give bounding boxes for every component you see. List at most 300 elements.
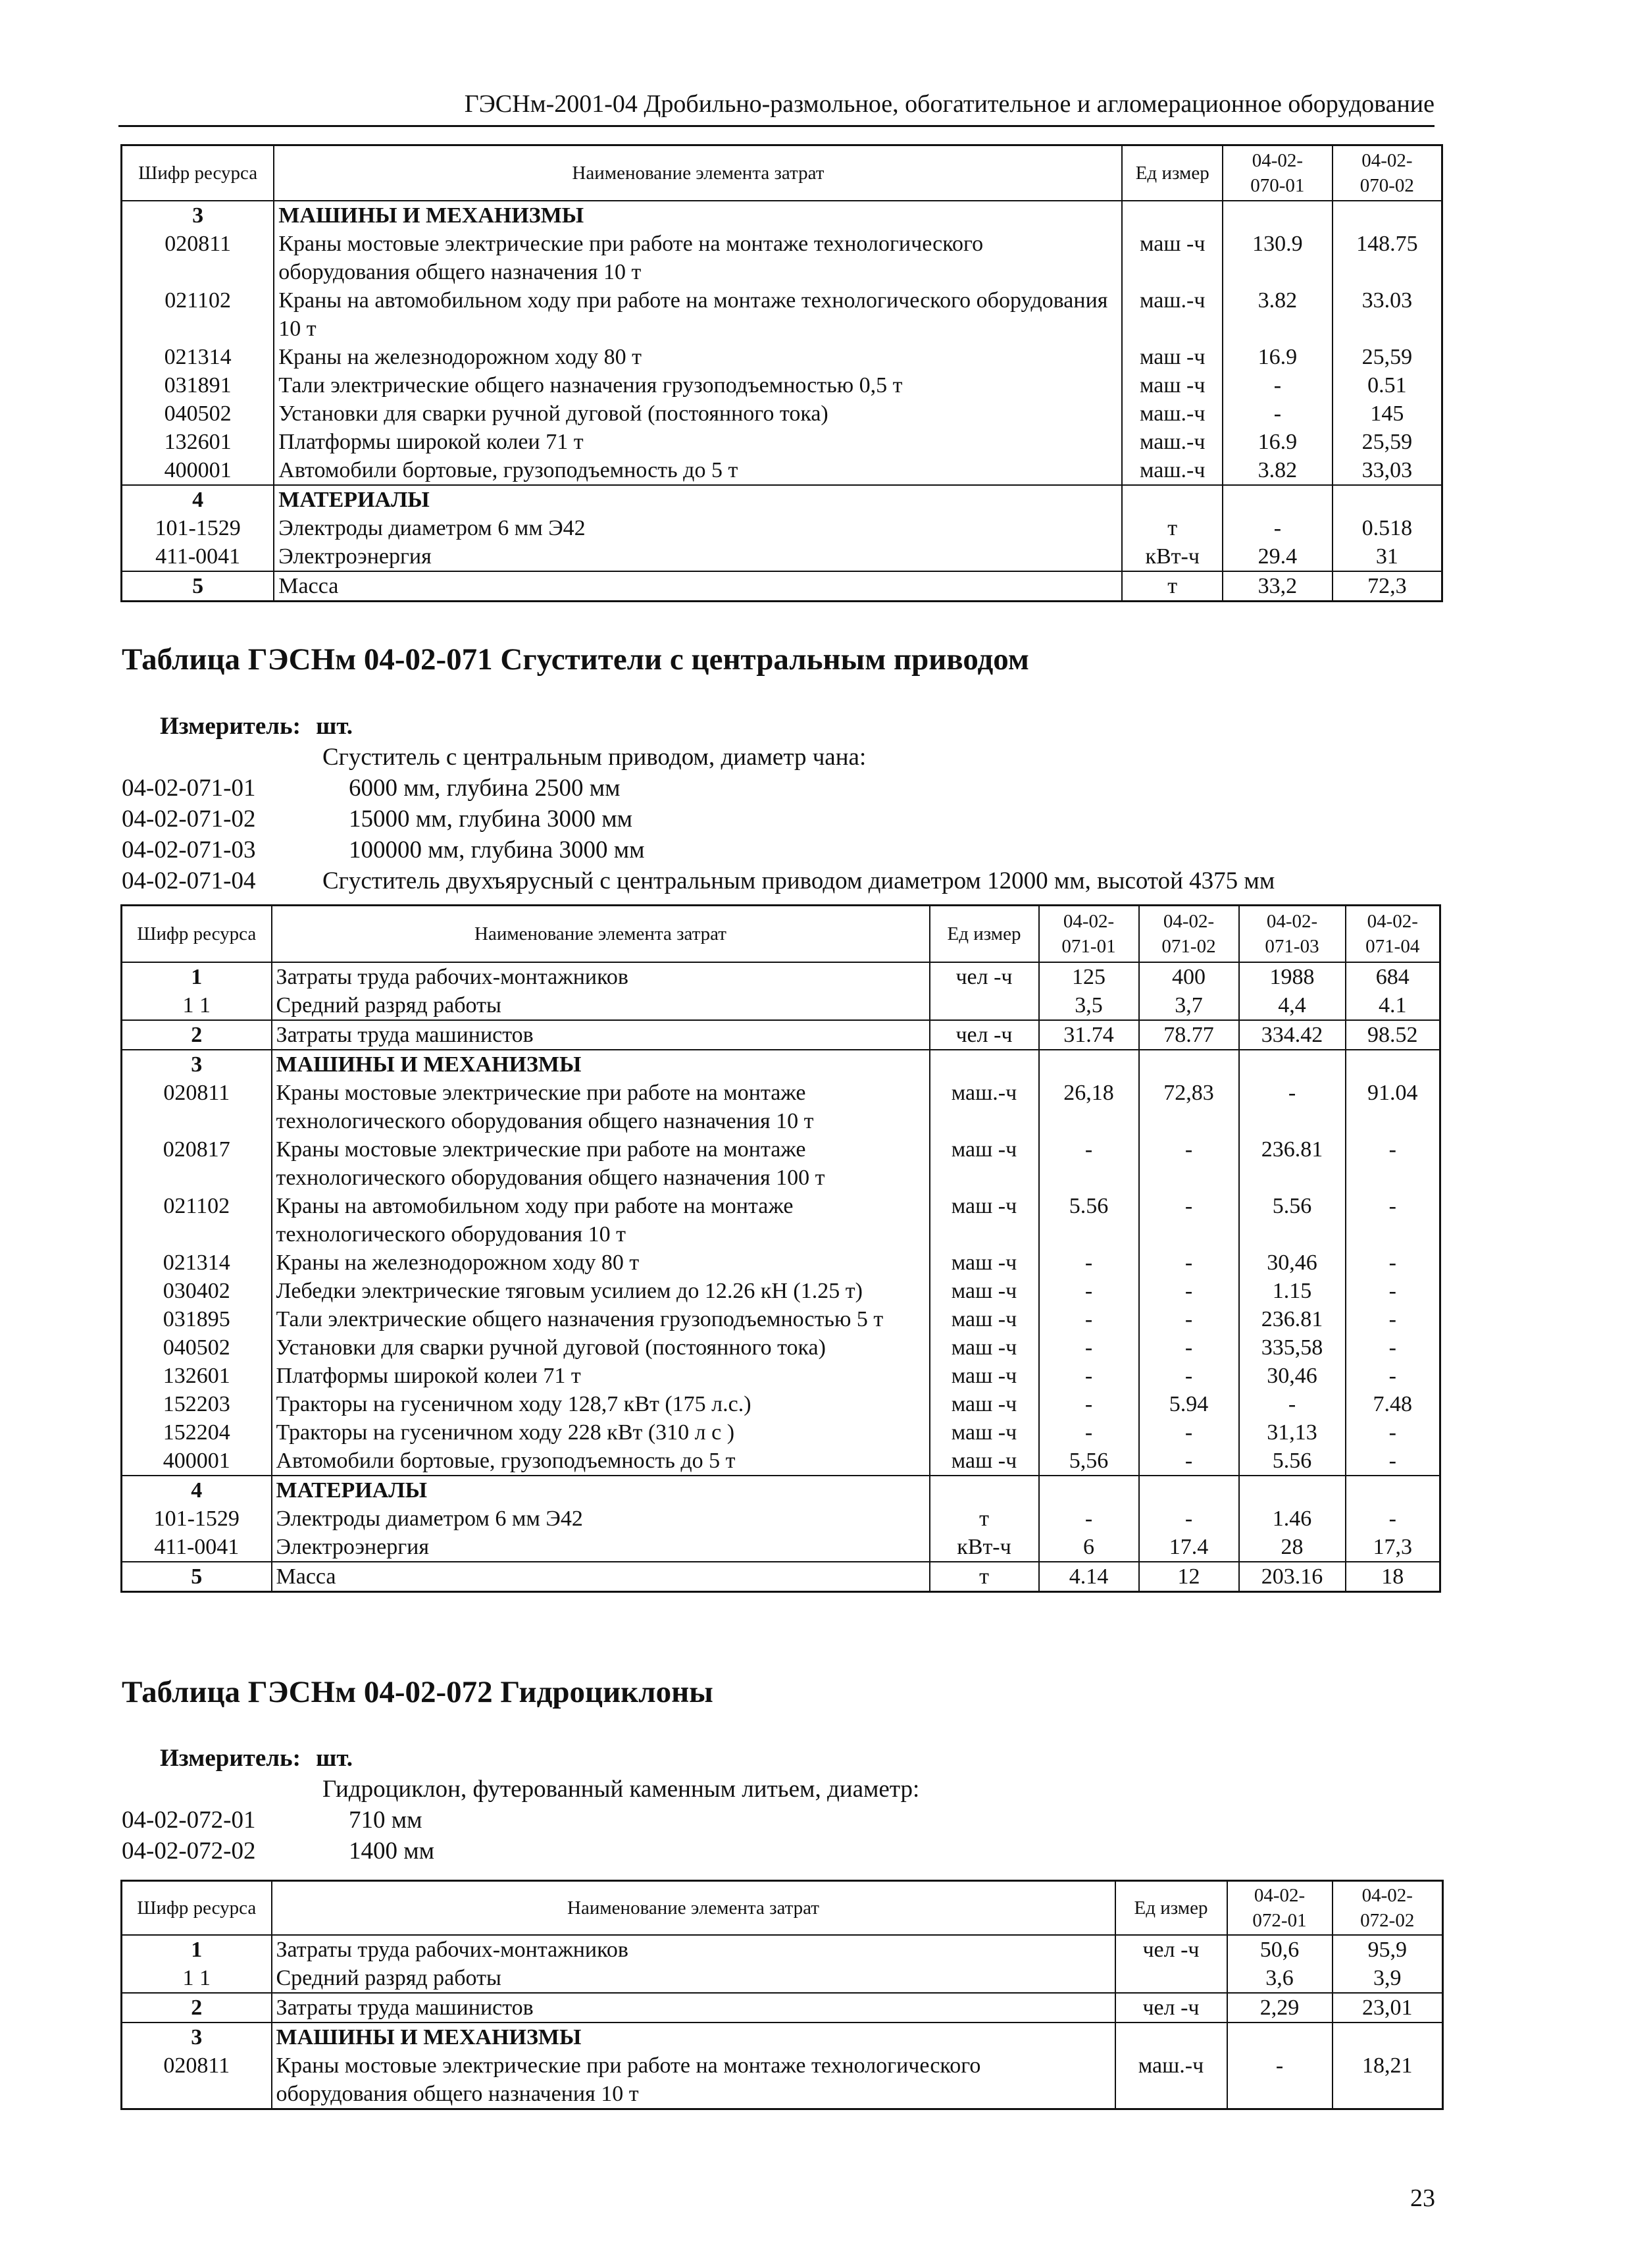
table-row	[122, 1935, 1443, 1964]
norm-value: -	[1346, 1277, 1440, 1305]
norm-value: 1.46	[1239, 1505, 1346, 1533]
unit-of-measure: маш.-ч	[1122, 428, 1223, 456]
table-row	[122, 542, 1442, 571]
unit-of-measure: маш -ч	[930, 1305, 1039, 1333]
unit-of-measure	[1115, 1964, 1227, 1993]
norm-value: 236.81	[1239, 1135, 1346, 1192]
norm-value	[1039, 1050, 1139, 1079]
table-row	[122, 485, 1442, 514]
norm-value	[1239, 1050, 1346, 1079]
table-row	[122, 1305, 1440, 1333]
resource-code: 152203	[122, 1390, 272, 1418]
table-row	[122, 2023, 1443, 2051]
table-row	[122, 1277, 1440, 1305]
column-header: 04-02- 071-04	[1346, 906, 1440, 962]
norm-value: 3,5	[1039, 991, 1139, 1020]
table-row	[122, 1020, 1440, 1050]
unit-of-measure: чел -ч	[930, 1020, 1039, 1050]
norm-value: -	[1039, 1277, 1139, 1305]
norm-value	[1139, 1476, 1239, 1505]
unit-of-measure	[930, 991, 1039, 1020]
norm-value: 29.4	[1223, 542, 1333, 571]
unit-of-measure: маш.-ч	[1122, 286, 1223, 343]
resource-code: 3	[122, 1050, 272, 1079]
norm-value: -	[1039, 1249, 1139, 1277]
norm-value: -	[1346, 1192, 1440, 1249]
table-row	[122, 962, 1440, 991]
norm-value: 5,56	[1039, 1447, 1139, 1476]
norm-value: 4.1	[1346, 991, 1440, 1020]
table-row	[122, 428, 1442, 456]
item-list-072	[0, 1805, 1626, 1870]
norm-value: -	[1346, 1418, 1440, 1447]
norm-value: 5.56	[1239, 1447, 1346, 1476]
unit-of-measure: маш -ч	[930, 1418, 1039, 1447]
measure-label: Измеритель:	[160, 1745, 301, 1772]
table-row	[122, 991, 1440, 1020]
table-row	[122, 514, 1442, 542]
unit-of-measure: маш.-ч	[930, 1079, 1039, 1135]
column-header: Ед измер	[1122, 145, 1223, 201]
resource-code: 021102	[122, 1192, 272, 1249]
unit-of-measure: маш -ч	[1122, 343, 1223, 371]
item-text: Сгуститель двухъярусный с центральным приводом диаметром 12000 мм, высотой 4375 мм	[322, 867, 1275, 894]
item-list-071	[0, 773, 1626, 904]
norm-value: 684	[1346, 962, 1440, 991]
table-row	[122, 1447, 1440, 1476]
norm-value: 334.42	[1239, 1020, 1346, 1050]
table-row	[122, 1390, 1440, 1418]
measure-072	[160, 1743, 353, 1774]
resource-code: 4	[122, 485, 274, 514]
norm-value: 25,59	[1333, 428, 1442, 456]
norm-value: -	[1346, 1333, 1440, 1362]
cost-element-name: Тали электрические общего назначения грузоподъемностью 0,5 т	[274, 371, 1122, 399]
norm-value: 1.15	[1239, 1277, 1346, 1305]
table-row	[122, 1249, 1440, 1277]
norm-value: 33,03	[1333, 456, 1442, 485]
unit-of-measure	[930, 1050, 1039, 1079]
norm-value: -	[1239, 1079, 1346, 1135]
unit-of-measure: чел -ч	[930, 962, 1039, 991]
page-header: ГЭСНм-2001-04 Дробильно-размольное, обогатительное и агломерационное оборудование	[118, 90, 1435, 127]
norm-value: 1988	[1239, 962, 1346, 991]
measure-value: шт.	[316, 713, 353, 740]
norm-value	[1223, 201, 1333, 230]
cost-element-name: Электроэнергия	[274, 542, 1122, 571]
table-row	[122, 1079, 1440, 1135]
resource-code: 021314	[122, 343, 274, 371]
norm-value: -	[1139, 1305, 1239, 1333]
cost-element-name: МАТЕРИАЛЫ	[274, 485, 1122, 514]
norm-value: 3.82	[1223, 456, 1333, 485]
norm-value: 16.9	[1223, 343, 1333, 371]
norm-value	[1333, 201, 1442, 230]
resource-code: 020811	[122, 1079, 272, 1135]
norm-value: 25,59	[1333, 343, 1442, 371]
resource-code: 2	[122, 1020, 272, 1050]
norm-value: -	[1239, 1390, 1346, 1418]
cost-element-name: Масса	[274, 571, 1122, 602]
unit-of-measure: кВт-ч	[1122, 542, 1223, 571]
norm-value: 125	[1039, 962, 1139, 991]
norm-value	[1239, 1476, 1346, 1505]
norm-value: -	[1139, 1192, 1239, 1249]
cost-element-name: Затраты труда машинистов	[272, 1993, 1115, 2023]
cost-element-name: Установки для сварки ручной дуговой (постоянного тока)	[272, 1333, 930, 1362]
item-text: 710 мм	[349, 1807, 422, 1834]
cost-element-name: Автомобили бортовые, грузоподъемность до 5 т	[272, 1447, 930, 1476]
unit-of-measure: маш.-ч	[1115, 2051, 1227, 2109]
unit-of-measure	[1122, 201, 1223, 230]
norm-value: -	[1139, 1447, 1239, 1476]
resource-code: 400001	[122, 456, 274, 485]
cost-element-name: Электроэнергия	[272, 1533, 930, 1562]
cost-element-name: Платформы широкой колеи 71 т	[274, 428, 1122, 456]
page-number: 23	[1410, 2184, 1435, 2212]
cost-element-name: Затраты труда рабочих-монтажников	[272, 962, 930, 991]
unit-of-measure: кВт-ч	[930, 1533, 1039, 1562]
resource-code: 1	[122, 1935, 272, 1964]
resource-code: 411-0041	[122, 542, 274, 571]
resource-code: 031891	[122, 371, 274, 399]
column-header: 04-02- 071-02	[1139, 906, 1239, 962]
norm-value: -	[1039, 1418, 1139, 1447]
measure-071	[160, 711, 353, 742]
item-code: 04-02-071-01	[122, 775, 256, 802]
resource-code: 152204	[122, 1418, 272, 1447]
unit-of-measure: чел -ч	[1115, 1993, 1227, 2023]
norm-value	[1346, 1050, 1440, 1079]
norm-value: -	[1039, 1362, 1139, 1390]
table-row	[122, 1362, 1440, 1390]
resource-code: 3	[122, 2023, 272, 2051]
norm-value: 31,13	[1239, 1418, 1346, 1447]
cost-element-name: Электроды диаметром 6 мм Э42	[272, 1505, 930, 1533]
norm-value: 33,2	[1223, 571, 1333, 602]
resource-code: 4	[122, 1476, 272, 1505]
unit-of-measure: маш -ч	[930, 1192, 1039, 1249]
table-row	[122, 343, 1442, 371]
table-row	[122, 1562, 1440, 1592]
unit-of-measure: т	[1122, 514, 1223, 542]
cost-element-name: Средний разряд работы	[272, 1964, 1115, 1993]
table-row	[122, 1135, 1440, 1192]
norm-value: 4,4	[1239, 991, 1346, 1020]
table-row	[122, 1418, 1440, 1447]
norm-value: 130.9	[1223, 230, 1333, 286]
norm-value: -	[1139, 1249, 1239, 1277]
table-row	[122, 399, 1442, 428]
item-text: 1400 мм	[349, 1838, 435, 1865]
cost-element-name: Краны на железнодорожном ходу 80 т	[272, 1249, 930, 1277]
table-row	[122, 1050, 1440, 1079]
item-code: 04-02-071-03	[122, 837, 256, 863]
cost-element-name: МАШИНЫ И МЕХАНИЗМЫ	[272, 1050, 930, 1079]
intro-071: Сгуститель с центральным приводом, диаметр чана:	[322, 744, 867, 771]
norm-value: -	[1223, 514, 1333, 542]
table-row	[122, 456, 1442, 485]
resource-code: 021102	[122, 286, 274, 343]
column-header: 04-02- 070-01	[1223, 145, 1333, 201]
column-header: Ед измер	[1115, 1881, 1227, 1935]
cost-element-name: Затраты труда машинистов	[272, 1020, 930, 1050]
norm-value: 78.77	[1139, 1020, 1239, 1050]
norm-value: -	[1139, 1277, 1239, 1305]
resource-code: 1	[122, 962, 272, 991]
norm-value: -	[1039, 1505, 1139, 1533]
resource-code: 400001	[122, 1447, 272, 1476]
norm-value: -	[1346, 1135, 1440, 1192]
item-code: 04-02-072-02	[122, 1838, 256, 1865]
table-row	[122, 1993, 1443, 2023]
norm-value: -	[1139, 1333, 1239, 1362]
cost-element-name: Лебедки электрические тяговым усилием до 12.26 кН (1.25 т)	[272, 1277, 930, 1305]
unit-of-measure: маш -ч	[930, 1362, 1039, 1390]
norm-value: -	[1139, 1418, 1239, 1447]
cost-element-name: Краны на железнодорожном ходу 80 т	[274, 343, 1122, 371]
norm-value: 400	[1139, 962, 1239, 991]
cost-element-name: Краны на автомобильном ходу при работе на монтаже технологического оборудования 10 т	[274, 286, 1122, 343]
item-text: 15000 мм, глубина 3000 мм	[349, 806, 633, 833]
norm-value: 31.74	[1039, 1020, 1139, 1050]
column-header: 04-02- 072-01	[1227, 1881, 1333, 1935]
column-header: 04-02- 070-02	[1333, 145, 1442, 201]
cost-element-name: Тракторы на гусеничном ходу 128,7 кВт (175 л.с.)	[272, 1390, 930, 1418]
norm-value: -	[1139, 1505, 1239, 1533]
norm-value: -	[1139, 1135, 1239, 1192]
norm-value: -	[1346, 1505, 1440, 1533]
resource-code: 132601	[122, 1362, 272, 1390]
norm-value: -	[1223, 399, 1333, 428]
norm-value: -	[1039, 1135, 1139, 1192]
norm-value: 31	[1333, 542, 1442, 571]
norm-value: 33.03	[1333, 286, 1442, 343]
norm-value: 12	[1139, 1562, 1239, 1592]
unit-of-measure: маш -ч	[1122, 230, 1223, 286]
norm-value: -	[1139, 1362, 1239, 1390]
norm-value	[1333, 2023, 1443, 2051]
unit-of-measure	[1115, 2023, 1227, 2051]
norm-value: 203.16	[1239, 1562, 1346, 1592]
norm-value: -	[1039, 1390, 1139, 1418]
intro-072: Гидроциклон, футерованный каменным литьем, диаметр:	[322, 1776, 920, 1803]
cost-element-name: Тали электрические общего назначения грузоподъемностью 5 т	[272, 1305, 930, 1333]
resource-code: 3	[122, 201, 274, 230]
norm-value: 72,3	[1333, 571, 1442, 602]
column-header: Наименование элемента затрат	[272, 906, 930, 962]
unit-of-measure: маш.-ч	[1122, 456, 1223, 485]
resource-code: 132601	[122, 428, 274, 456]
unit-of-measure	[1122, 485, 1223, 514]
norm-value: 3,9	[1333, 1964, 1443, 1993]
table-header-row	[122, 906, 1440, 962]
cost-element-name: Автомобили бортовые, грузоподъемность до 5 т	[274, 456, 1122, 485]
unit-of-measure: маш.-ч	[1122, 399, 1223, 428]
cost-element-name: Средний разряд работы	[272, 991, 930, 1020]
norm-value: -	[1346, 1447, 1440, 1476]
column-header: 04-02- 071-01	[1039, 906, 1139, 962]
table-row	[122, 1533, 1440, 1562]
cost-element-name: Краны мостовые электрические при работе на монтаже технологического оборудования общего назначения 10 т	[272, 2051, 1115, 2109]
unit-of-measure: маш -ч	[930, 1333, 1039, 1362]
unit-of-measure: маш -ч	[1122, 371, 1223, 399]
norm-value: 28	[1239, 1533, 1346, 1562]
section-title-072: Таблица ГЭСНм 04-02-072 Гидроциклоны	[122, 1675, 713, 1709]
unit-of-measure: т	[930, 1562, 1039, 1592]
norm-value: 23,01	[1333, 1993, 1443, 2023]
table-row	[122, 230, 1442, 286]
cost-element-name: МАТЕРИАЛЫ	[272, 1476, 930, 1505]
norm-value: 335,58	[1239, 1333, 1346, 1362]
unit-of-measure: маш -ч	[930, 1249, 1039, 1277]
norm-value	[1227, 2023, 1333, 2051]
resource-code: 101-1529	[122, 514, 274, 542]
norm-value: 30,46	[1239, 1362, 1346, 1390]
cost-element-name: Затраты труда рабочих-монтажников	[272, 1935, 1115, 1964]
norm-value: 17.4	[1139, 1533, 1239, 1562]
table-row	[122, 1333, 1440, 1362]
norm-value: 0.518	[1333, 514, 1442, 542]
norm-value: 72,83	[1139, 1079, 1239, 1135]
item-code: 04-02-071-02	[122, 806, 256, 833]
table-row	[122, 1192, 1440, 1249]
resource-code: 5	[122, 571, 274, 602]
norm-value: -	[1223, 371, 1333, 399]
table-04-02-070	[120, 144, 1443, 602]
resource-code: 020811	[122, 230, 274, 286]
table-row	[122, 371, 1442, 399]
item-code: 04-02-071-04	[122, 867, 256, 894]
resource-code: 030402	[122, 1277, 272, 1305]
column-header: Наименование элемента затрат	[274, 145, 1122, 201]
unit-of-measure	[930, 1476, 1039, 1505]
unit-of-measure: маш -ч	[930, 1277, 1039, 1305]
norm-value	[1139, 1050, 1239, 1079]
table-row	[122, 571, 1442, 602]
norm-value: 6	[1039, 1533, 1139, 1562]
cost-element-name: Платформы широкой колеи 71 т	[272, 1362, 930, 1390]
cost-element-name: Краны мостовые электрические при работе на монтаже технологического оборудования общего назначения 10 т	[272, 1079, 930, 1135]
norm-value: 5.94	[1139, 1390, 1239, 1418]
norm-value: 17,3	[1346, 1533, 1440, 1562]
resource-code: 040502	[122, 399, 274, 428]
norm-value	[1223, 485, 1333, 514]
norm-value: 4.14	[1039, 1562, 1139, 1592]
item-code: 04-02-072-01	[122, 1807, 256, 1834]
norm-value: 3.82	[1223, 286, 1333, 343]
norm-value: 7.48	[1346, 1390, 1440, 1418]
unit-of-measure: чел -ч	[1115, 1935, 1227, 1964]
norm-value: 98.52	[1346, 1020, 1440, 1050]
table-04-02-072	[120, 1880, 1444, 2110]
cost-element-name: Масса	[272, 1562, 930, 1592]
resource-code: 020817	[122, 1135, 272, 1192]
resource-code: 1 1	[122, 1964, 272, 1993]
norm-value	[1039, 1476, 1139, 1505]
table-row	[122, 2051, 1443, 2109]
unit-of-measure: т	[1122, 571, 1223, 602]
norm-value: -	[1346, 1362, 1440, 1390]
norm-value	[1333, 485, 1442, 514]
norm-value: 50,6	[1227, 1935, 1333, 1964]
resource-code: 1 1	[122, 991, 272, 1020]
table-row	[122, 201, 1442, 230]
cost-element-name: МАШИНЫ И МЕХАНИЗМЫ	[274, 201, 1122, 230]
norm-value: 16.9	[1223, 428, 1333, 456]
column-header: 04-02- 072-02	[1333, 1881, 1443, 1935]
cost-element-name: Краны мостовые электрические при работе на монтаже технологического оборудования общего назначения 100 т	[272, 1135, 930, 1192]
norm-value: 0.51	[1333, 371, 1442, 399]
unit-of-measure: маш -ч	[930, 1390, 1039, 1418]
norm-value: 148.75	[1333, 230, 1442, 286]
norm-value: 145	[1333, 399, 1442, 428]
norm-value: 3,7	[1139, 991, 1239, 1020]
table-header-row	[122, 145, 1442, 201]
unit-of-measure: маш -ч	[930, 1135, 1039, 1192]
norm-value: 236.81	[1239, 1305, 1346, 1333]
table-row	[122, 1505, 1440, 1533]
norm-value: 91.04	[1346, 1079, 1440, 1135]
norm-value: 3,6	[1227, 1964, 1333, 1993]
cost-element-name: Краны мостовые электрические при работе на монтаже технологического оборудования общего назначения 10 т	[274, 230, 1122, 286]
measure-label: Измеритель:	[160, 713, 301, 740]
cost-element-name: МАШИНЫ И МЕХАНИЗМЫ	[272, 2023, 1115, 2051]
norm-value: 26,18	[1039, 1079, 1139, 1135]
section-title-071: Таблица ГЭСНм 04-02-071 Сгустители с центральным приводом	[122, 642, 1029, 677]
column-header: Ед измер	[930, 906, 1039, 962]
item-text: 100000 мм, глубина 3000 мм	[349, 837, 645, 863]
norm-value: 30,46	[1239, 1249, 1346, 1277]
cost-element-name: Установки для сварки ручной дуговой (постоянного тока)	[274, 399, 1122, 428]
norm-value: -	[1346, 1249, 1440, 1277]
measure-value: шт.	[316, 1745, 353, 1772]
norm-value: -	[1039, 1305, 1139, 1333]
norm-value	[1346, 1476, 1440, 1505]
cost-element-name: Тракторы на гусеничном ходу 228 кВт (310 л с )	[272, 1418, 930, 1447]
resource-code: 101-1529	[122, 1505, 272, 1533]
unit-of-measure: т	[930, 1505, 1039, 1533]
cost-element-name: Электроды диаметром 6 мм Э42	[274, 514, 1122, 542]
norm-value: 18,21	[1333, 2051, 1443, 2109]
table-row	[122, 286, 1442, 343]
column-header: Шифр ресурса	[122, 906, 272, 962]
norm-value: 2,29	[1227, 1993, 1333, 2023]
norm-value: -	[1346, 1305, 1440, 1333]
resource-code: 2	[122, 1993, 272, 2023]
norm-value: 5.56	[1239, 1192, 1346, 1249]
norm-value: 95,9	[1333, 1935, 1443, 1964]
resource-code: 5	[122, 1562, 272, 1592]
table-row	[122, 1964, 1443, 1993]
cost-element-name: Краны на автомобильном ходу при работе на монтаже технологического оборудования 10 т	[272, 1192, 930, 1249]
norm-value: 5.56	[1039, 1192, 1139, 1249]
resource-code: 411-0041	[122, 1533, 272, 1562]
norm-value: -	[1227, 2051, 1333, 2109]
resource-code: 021314	[122, 1249, 272, 1277]
column-header: Наименование элемента затрат	[272, 1881, 1115, 1935]
resource-code: 031895	[122, 1305, 272, 1333]
column-header: 04-02- 071-03	[1239, 906, 1346, 962]
table-header-row	[122, 1881, 1443, 1935]
item-text: 6000 мм, глубина 2500 мм	[349, 775, 621, 802]
table-row	[122, 1476, 1440, 1505]
resource-code: 040502	[122, 1333, 272, 1362]
norm-value: 18	[1346, 1562, 1440, 1592]
unit-of-measure: маш -ч	[930, 1447, 1039, 1476]
column-header: Шифр ресурса	[122, 145, 274, 201]
resource-code: 020811	[122, 2051, 272, 2109]
